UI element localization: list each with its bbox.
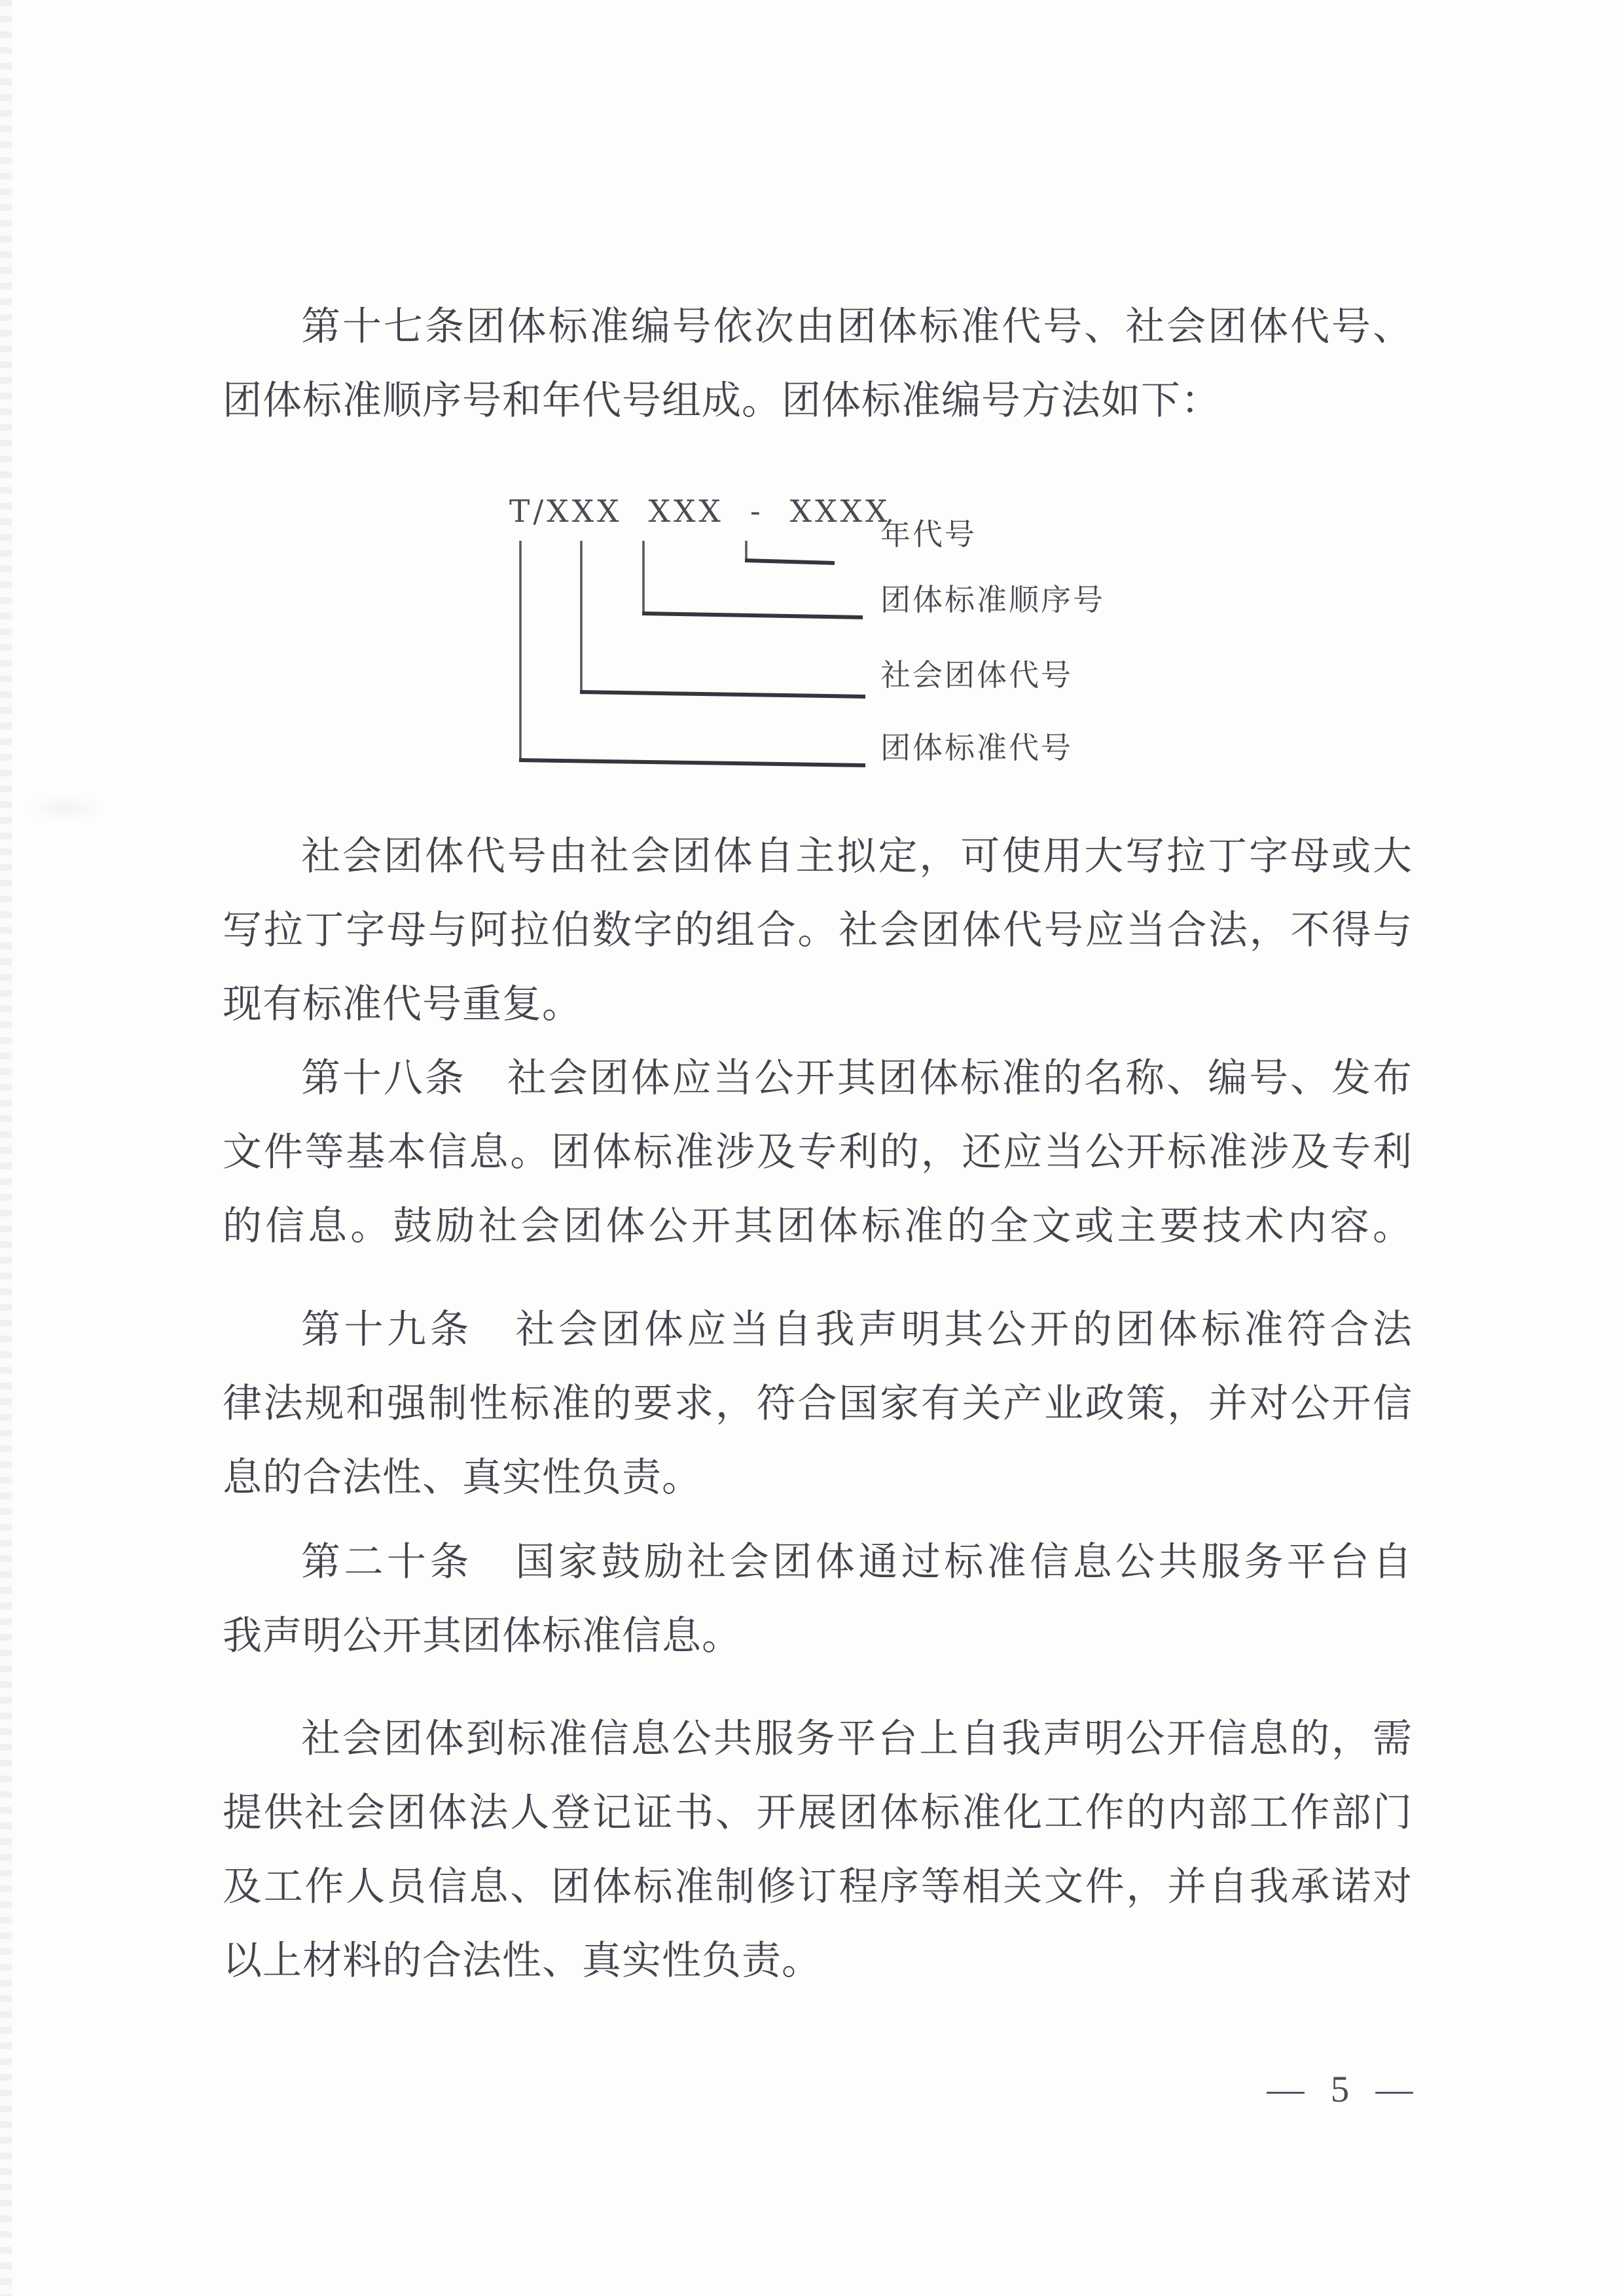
page-number: — 5 — (1267, 2069, 1417, 2110)
text-line: 我声明公开其团体标准信息。 (223, 1614, 742, 1658)
paragraph-platform-declaration (223, 1702, 1413, 1998)
text-line: 现有标准代号重复。 (223, 983, 582, 1026)
bracket-horizontal-society (580, 692, 865, 697)
text-line: 第十九条 社会团体应当自我声明其公开的团体标准符合法 (301, 1308, 1413, 1351)
paragraph-society-code (223, 820, 1413, 1042)
text-line: 及工作人员信息、团体标准制修订程序等相关文件，并自我承诺对 (223, 1865, 1413, 1908)
paragraph-article-19 (223, 1293, 1413, 1515)
scan-smudge-artifact (26, 795, 105, 822)
diagram-label-standard: 团体标准代号 (880, 731, 1073, 765)
diagram-label-year: 年代号 (880, 518, 977, 551)
text-line: 社会团体代号由社会团体自主拟定，可使用大写拉丁字母或大 (301, 835, 1413, 878)
text-line: 第十八条 社会团体应当公开其团体标准的名称、编号、发布 (301, 1057, 1413, 1100)
text-line: 团体标准顺序号和年代号组成。团体标准编号方法如下： (223, 379, 1221, 422)
diagram-label-society: 社会团体代号 (880, 659, 1073, 692)
bracket-horizontal-sequence (642, 613, 863, 617)
diagram-code-text: T/XXX XXX - XXXX (509, 494, 891, 530)
text-line: 的信息。鼓励社会团体公开其团体标准的全文或主要技术内容。 (223, 1205, 1413, 1248)
text-line: 提供社会团体法人登记证书、开展团体标准化工作的内部工作部门 (223, 1791, 1413, 1834)
text-line: 写拉丁字母与阿拉伯数字的组合。社会团体代号应当合法，不得与 (223, 909, 1413, 952)
bracket-horizontal-year (745, 560, 835, 563)
diagram-label-sequence: 团体标准顺序号 (880, 583, 1105, 617)
text-line: 社会团体到标准信息公共服务平台上自我声明公开信息的，需 (301, 1717, 1413, 1760)
text-line: 以上材料的合法性、真实性负责。 (223, 1939, 821, 1982)
text-line: 律法规和强制性标准的要求，符合国家有关产业政策，并对公开信 (223, 1382, 1413, 1425)
paragraph-article-20 (223, 1525, 1413, 1673)
text-line: 第十七条团体标准编号依次由团体标准代号、社会团体代号、 (301, 305, 1413, 348)
text-line: 第二十条 国家鼓励社会团体通过标准信息公共服务平台自 (301, 1540, 1413, 1584)
bracket-horizontal-standard (519, 760, 865, 765)
paragraph-article-18 (223, 1042, 1413, 1264)
text-line: 息的合法性、真实性负责。 (223, 1456, 702, 1499)
scan-edge-artifact (0, 0, 12, 2296)
text-line: 文件等基本信息。团体标准涉及专利的，还应当公开标准涉及专利 (223, 1131, 1413, 1174)
paragraph-article-17 (223, 290, 1413, 438)
